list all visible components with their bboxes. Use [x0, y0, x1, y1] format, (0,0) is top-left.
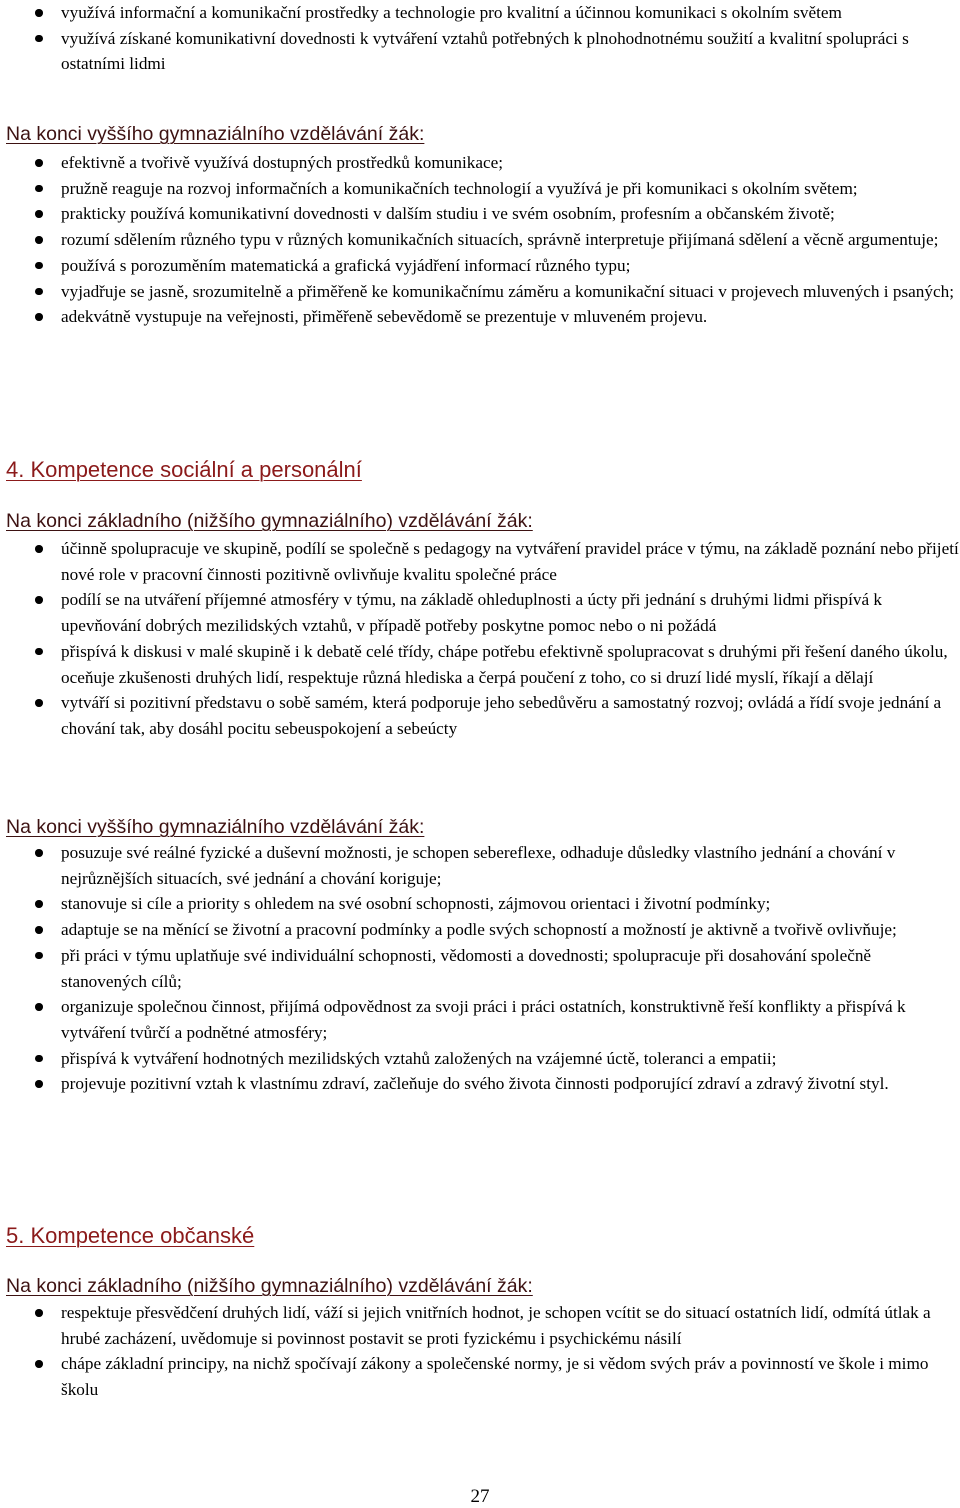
list-item: používá s porozuměním matematická a grafická vyjádření informací různého typu; [0, 253, 960, 279]
list-item: využívá získané komunikativní dovednosti k vytváření vztahů potřebných k plnohodnotnému soužití a kvalitní spolupráci s ostatními lidmi [0, 26, 960, 77]
list-item: prakticky používá komunikativní dovednosti v dalším studiu i ve svém osobním, profesním a občanském životě; [0, 201, 960, 227]
top-list [0, 0, 960, 77]
s4-lower-list [0, 536, 960, 742]
list-item: stanovuje si cíle a priority s ohledem na své osobní schopnosti, zájmovou orientaci i životní podmínky; [0, 891, 960, 917]
s4-higher-list [0, 840, 960, 1097]
page-number: 27 [470, 1486, 490, 1507]
s5-lower-heading: Na konci základního (nižšího gymnaziálního) vzdělávání žák: [6, 1275, 533, 1297]
list-item: projevuje pozitivní vztah k vlastnímu zdraví, začleňuje do svého života činnosti podporující zdraví a zdravý životní styl. [0, 1071, 960, 1097]
higher-comm-heading: Na konci vyššího gymnaziálního vzdělávání žák: [6, 123, 425, 145]
list-item: organizuje společnou činnost, přijímá odpovědnost za svoji práci i práci ostatních, konstruktivně řeší konflikty a přispívá k vytváření tvůrčí a podnětné atmosféry; [0, 994, 960, 1045]
list-item: vyjadřuje se jasně, srozumitelně a přiměřeně ke komunikačnímu záměru a komunikační situaci v projevech mluvených i psaných; [0, 279, 960, 305]
s4-higher-heading: Na konci vyššího gymnaziálního vzdělávání žák: [6, 816, 425, 838]
higher-comm-list [0, 150, 960, 330]
list-item: pružně reaguje na rozvoj informačních a komunikačních technologií a využívá je při komunikaci s okolním světem; [0, 176, 960, 202]
section-5-title: 5. Kompetence občanské [6, 1223, 255, 1248]
list-item: efektivně a tvořivě využívá dostupných prostředků komunikace; [0, 150, 960, 176]
list-item: rozumí sdělením různého typu v různých komunikačních situacích, správně interpretuje přijímaná sdělení a věcně argumentuje; [0, 227, 960, 253]
s4-lower-heading: Na konci základního (nižšího gymnaziálního) vzdělávání žák: [6, 510, 533, 532]
list-item: chápe základní principy, na nichž spočívají zákony a společenské normy, je si vědom svých práv a povinností ve škole i mimo školu [0, 1351, 960, 1402]
s5-lower-list [0, 1300, 960, 1403]
list-item: přispívá k vytváření hodnotných mezilidských vztahů založených na vzájemné úctě, toleranci a empatii; [0, 1046, 960, 1072]
list-item: účinně spolupracuje ve skupině, podílí se společně s pedagogy na vytváření pravidel práce v týmu, na základě poznání nebo přijetí nové role v pracovní činnosti pozitivně ovlivňuje kvalitu společné práce [0, 536, 960, 587]
list-item: adekvátně vystupuje na veřejnosti, přiměřeně sebevědomě se prezentuje v mluveném projevu. [0, 304, 960, 330]
list-item: vytváří si pozitivní představu o sobě samém, která podporuje jeho sebedůvěru a samostatný rozvoj; ovládá a řídí svoje jednání a chování tak, aby dosáhl pocitu sebeuspokojení a sebeúcty [0, 690, 960, 741]
list-item: podílí se na utváření příjemné atmosféry v týmu, na základě ohleduplnosti a úcty při jednání s druhými lidmi přispívá k upevňování dobrých mezilidských vztahů, v případě potřeby poskytne pomoc nebo o ni požádá [0, 587, 960, 638]
list-item: adaptuje se na měnící se životní a pracovní podmínky a podle svých schopností a možností je aktivně a tvořivě ovlivňuje; [0, 917, 960, 943]
list-item: přispívá k diskusi v malé skupině i k debatě celé třídy, chápe potřebu efektivně spolupracovat s druhými při řešení daného úkolu, oceňuje zkušenosti druhých lidí, respektuje různá hlediska a čerpá poučení z toho, co si druzí lidé myslí, říkají a dělají [0, 639, 960, 690]
list-item: při práci v týmu uplatňuje své individuální schopnosti, vědomosti a dovednosti; spolupracuje při dosahování společně stanovených cílů; [0, 943, 960, 994]
section-4-title: 4. Kompetence sociální a personální [6, 457, 362, 482]
list-item: respektuje přesvědčení druhých lidí, váží si jejich vnitřních hodnot, je schopen vcítit se do situací ostatních lidí, odmítá útlak a hrubé zacházení, uvědomuje si povinnost postavit se proti fyzickému i psychickému násilí [0, 1300, 960, 1351]
list-item: posuzuje své reálné fyzické a duševní možnosti, je schopen sebereflexe, odhaduje důsledky vlastního jednání a chování v nejrůznějších situacích, své jednání a chování koriguje; [0, 840, 960, 891]
list-item: využívá informační a komunikační prostředky a technologie pro kvalitní a účinnou komunikaci s okolním světem [0, 0, 960, 26]
